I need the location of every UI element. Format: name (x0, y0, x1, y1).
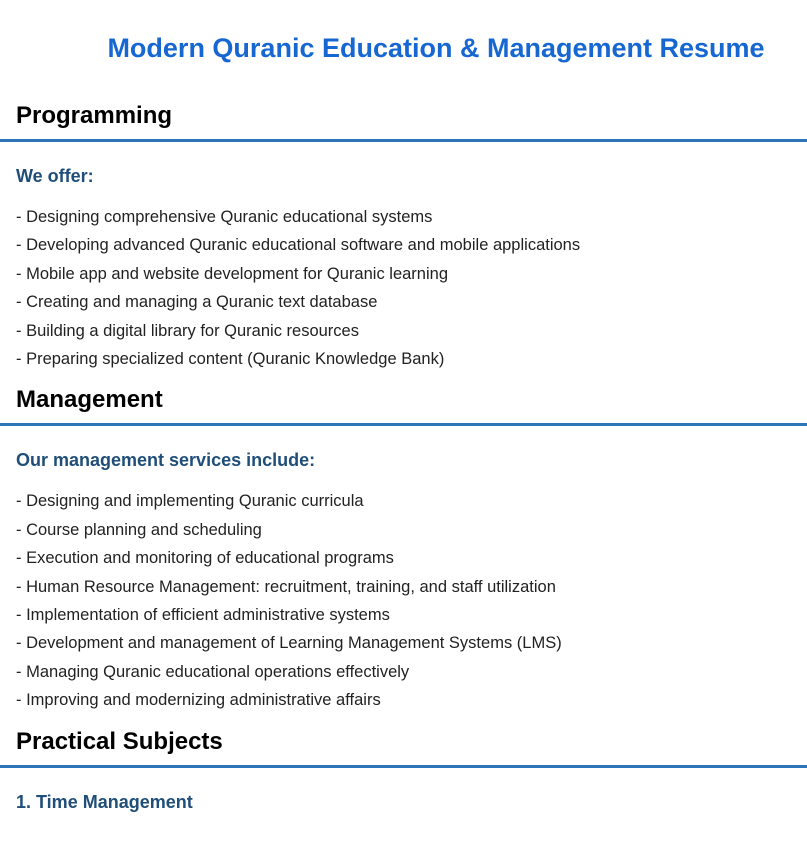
programming-offer-list (16, 203, 791, 373)
section-heading-management: Management (16, 386, 163, 414)
list-item: - Designing comprehensive Quranic educational systems (16, 208, 433, 226)
section-divider (0, 423, 807, 426)
section-subheading-time-management: 1. Time Management (16, 791, 193, 812)
list-item: - Building a digital library for Quranic resources (16, 321, 359, 340)
list-item: - Preparing specialized content (Quranic Knowledge Bank) (16, 350, 445, 369)
list-item: - Implementation of efficient administrative systems (16, 606, 390, 625)
list-item: - Execution and monitoring of educational programs (16, 549, 394, 568)
section-programming (0, 103, 807, 373)
management-services-list (16, 487, 791, 714)
section-heading-practical-subjects: Practical Subjects (16, 727, 223, 755)
list-item: - Human Resource Management: recruitment, training, and staff utilization (16, 577, 556, 596)
list-item: - Managing Quranic educational operations effectively (16, 662, 410, 681)
section-management (0, 387, 807, 714)
list-item: - Improving and modernizing administrative affairs (16, 691, 381, 710)
document-page (0, 33, 807, 812)
list-item: - Designing and implementing Quranic curricula (16, 492, 364, 511)
section-heading-programming: Programming (16, 102, 173, 129)
list-item: - Development and management of Learning Management Systems (LMS) (16, 634, 562, 653)
list-item: - Creating and managing a Quranic text database (16, 293, 378, 312)
section-divider (0, 765, 807, 768)
page-title: Modern Quranic Education & Management Resume (107, 33, 765, 63)
list-item: - Developing advanced Quranic educational software and mobile applications (16, 236, 581, 255)
section-practical-subjects (0, 729, 807, 812)
list-item: - Course planning and scheduling (16, 520, 262, 539)
section-subheading-we-offer: We offer: (16, 166, 94, 186)
section-divider (0, 139, 807, 142)
section-subheading-management-services: Our management services include: (16, 450, 316, 471)
list-item: - Mobile app and website development for Quranic learning (16, 264, 448, 283)
